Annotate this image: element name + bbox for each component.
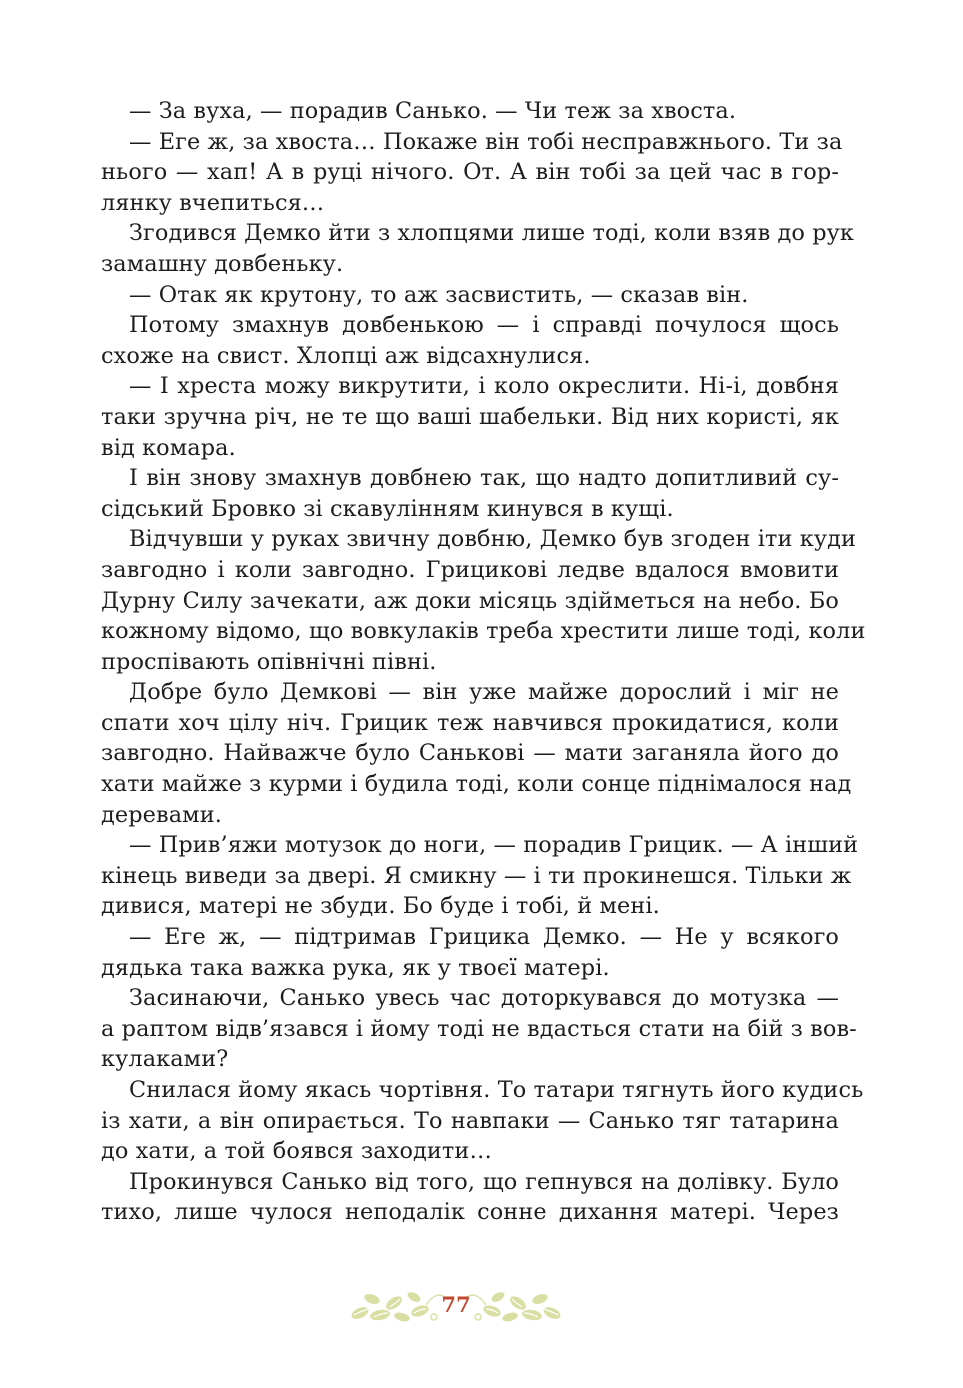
- text-line: Добре було Демкові — він уже майже дорослий і міг не: [129, 679, 839, 706]
- text-line: хати майже з курми і будила тоді, коли сонце піднімалося над: [101, 771, 852, 798]
- text-line: сідський Бровко зі скавулінням кинувся в кущі.: [101, 495, 674, 522]
- text-line: Відчувши у руках звичну довбню, Демко був згоден іти куди: [129, 526, 856, 553]
- text-line: тихо, лише чулося неподалік сонне дихання матері. Через: [101, 1199, 839, 1226]
- text-line: — За вуха, — порадив Санько. — Чи теж за хвоста.: [129, 98, 737, 124]
- text-line: схоже на свист. Хлопці аж відсахнулися.: [101, 342, 591, 369]
- text-line: — Еге ж, за хвоста… Покаже він тобі несправжнього. Ти за: [129, 128, 843, 155]
- text-line: Дурну Силу зачекати, аж доки місяць здійметься на небо. Бо: [101, 587, 839, 614]
- text-line: Засинаючи, Санько увесь час доторкувався до мотузка —: [129, 985, 839, 1012]
- text-line: Згодився Демко йти з хлопцями лише тоді, коли взяв до рук: [129, 220, 855, 247]
- text-line: а раптом відв’язався і йому тоді не вдасться стати на бій з вов-: [101, 1015, 857, 1042]
- text-line: до хати, а той боявся заходити…: [101, 1138, 492, 1165]
- page-number: 77: [441, 1292, 471, 1317]
- text-line: таки зручна річ, не те що ваші шабельки. Від них користі, як: [101, 403, 839, 430]
- text-line: — Прив’яжи мотузок до ноги, — порадив Грицик. — А інший: [129, 832, 859, 859]
- text-line: від комара.: [101, 434, 236, 461]
- page-footer: [350, 1283, 562, 1327]
- text-line: нього — хап! А в руці нічого. От. А він тобі за цей час в гор-: [101, 159, 839, 186]
- text-line: проспівають опівнічні півні.: [101, 648, 437, 675]
- text-line: деревами.: [101, 801, 222, 828]
- text-line: дядька така важка рука, як у твоєї матері.: [101, 954, 610, 981]
- text-line: дивися, матері не збуди. Бо буде і тобі, й мені.: [101, 893, 660, 920]
- text-line: замашну довбеньку.: [101, 250, 344, 277]
- text-line: лянку вчепиться…: [101, 189, 325, 216]
- text-line: — І хреста можу викрутити, і коло окреслити. Ні-і, довбня: [129, 373, 839, 400]
- text-line: завгодно. Найважче було Санькові — мати заганяла його до: [101, 740, 839, 767]
- text-line: із хати, а він опирається. То навпаки — Санько тяг татарина: [101, 1107, 839, 1134]
- text-line: кулаками?: [101, 1046, 229, 1073]
- text-line: — Отак як крутону, то аж засвистить, — сказав він.: [129, 281, 749, 308]
- text-line: завгодно і коли завгодно. Грицикові ледве вдалося вмовити: [101, 556, 839, 583]
- text-line: Потому змахнув довбенькою — і справді почулося щось: [129, 312, 839, 339]
- text-line: спати хоч цілу ніч. Грицик теж навчився прокидатися, коли: [101, 709, 839, 736]
- body-text: [101, 96, 866, 1228]
- text-line: кожному відомо, що вовкулаків треба хрестити лише тоді, коли: [101, 618, 866, 645]
- text-line: Снилася йому якась чортівня. То татари тягнуть його кудись: [129, 1077, 864, 1103]
- text-line: І він знову змахнув довбнею так, що надто допитливий су-: [129, 465, 839, 492]
- text-line: Прокинувся Санько від того, що гепнувся на долівку. Було: [129, 1168, 839, 1195]
- text-line: кінець виведи за двері. Я смикну — і ти прокинешся. Тільки ж: [101, 862, 852, 889]
- text-line: — Еге ж, — підтримав Грицика Демко. — Не у всякого: [129, 924, 839, 951]
